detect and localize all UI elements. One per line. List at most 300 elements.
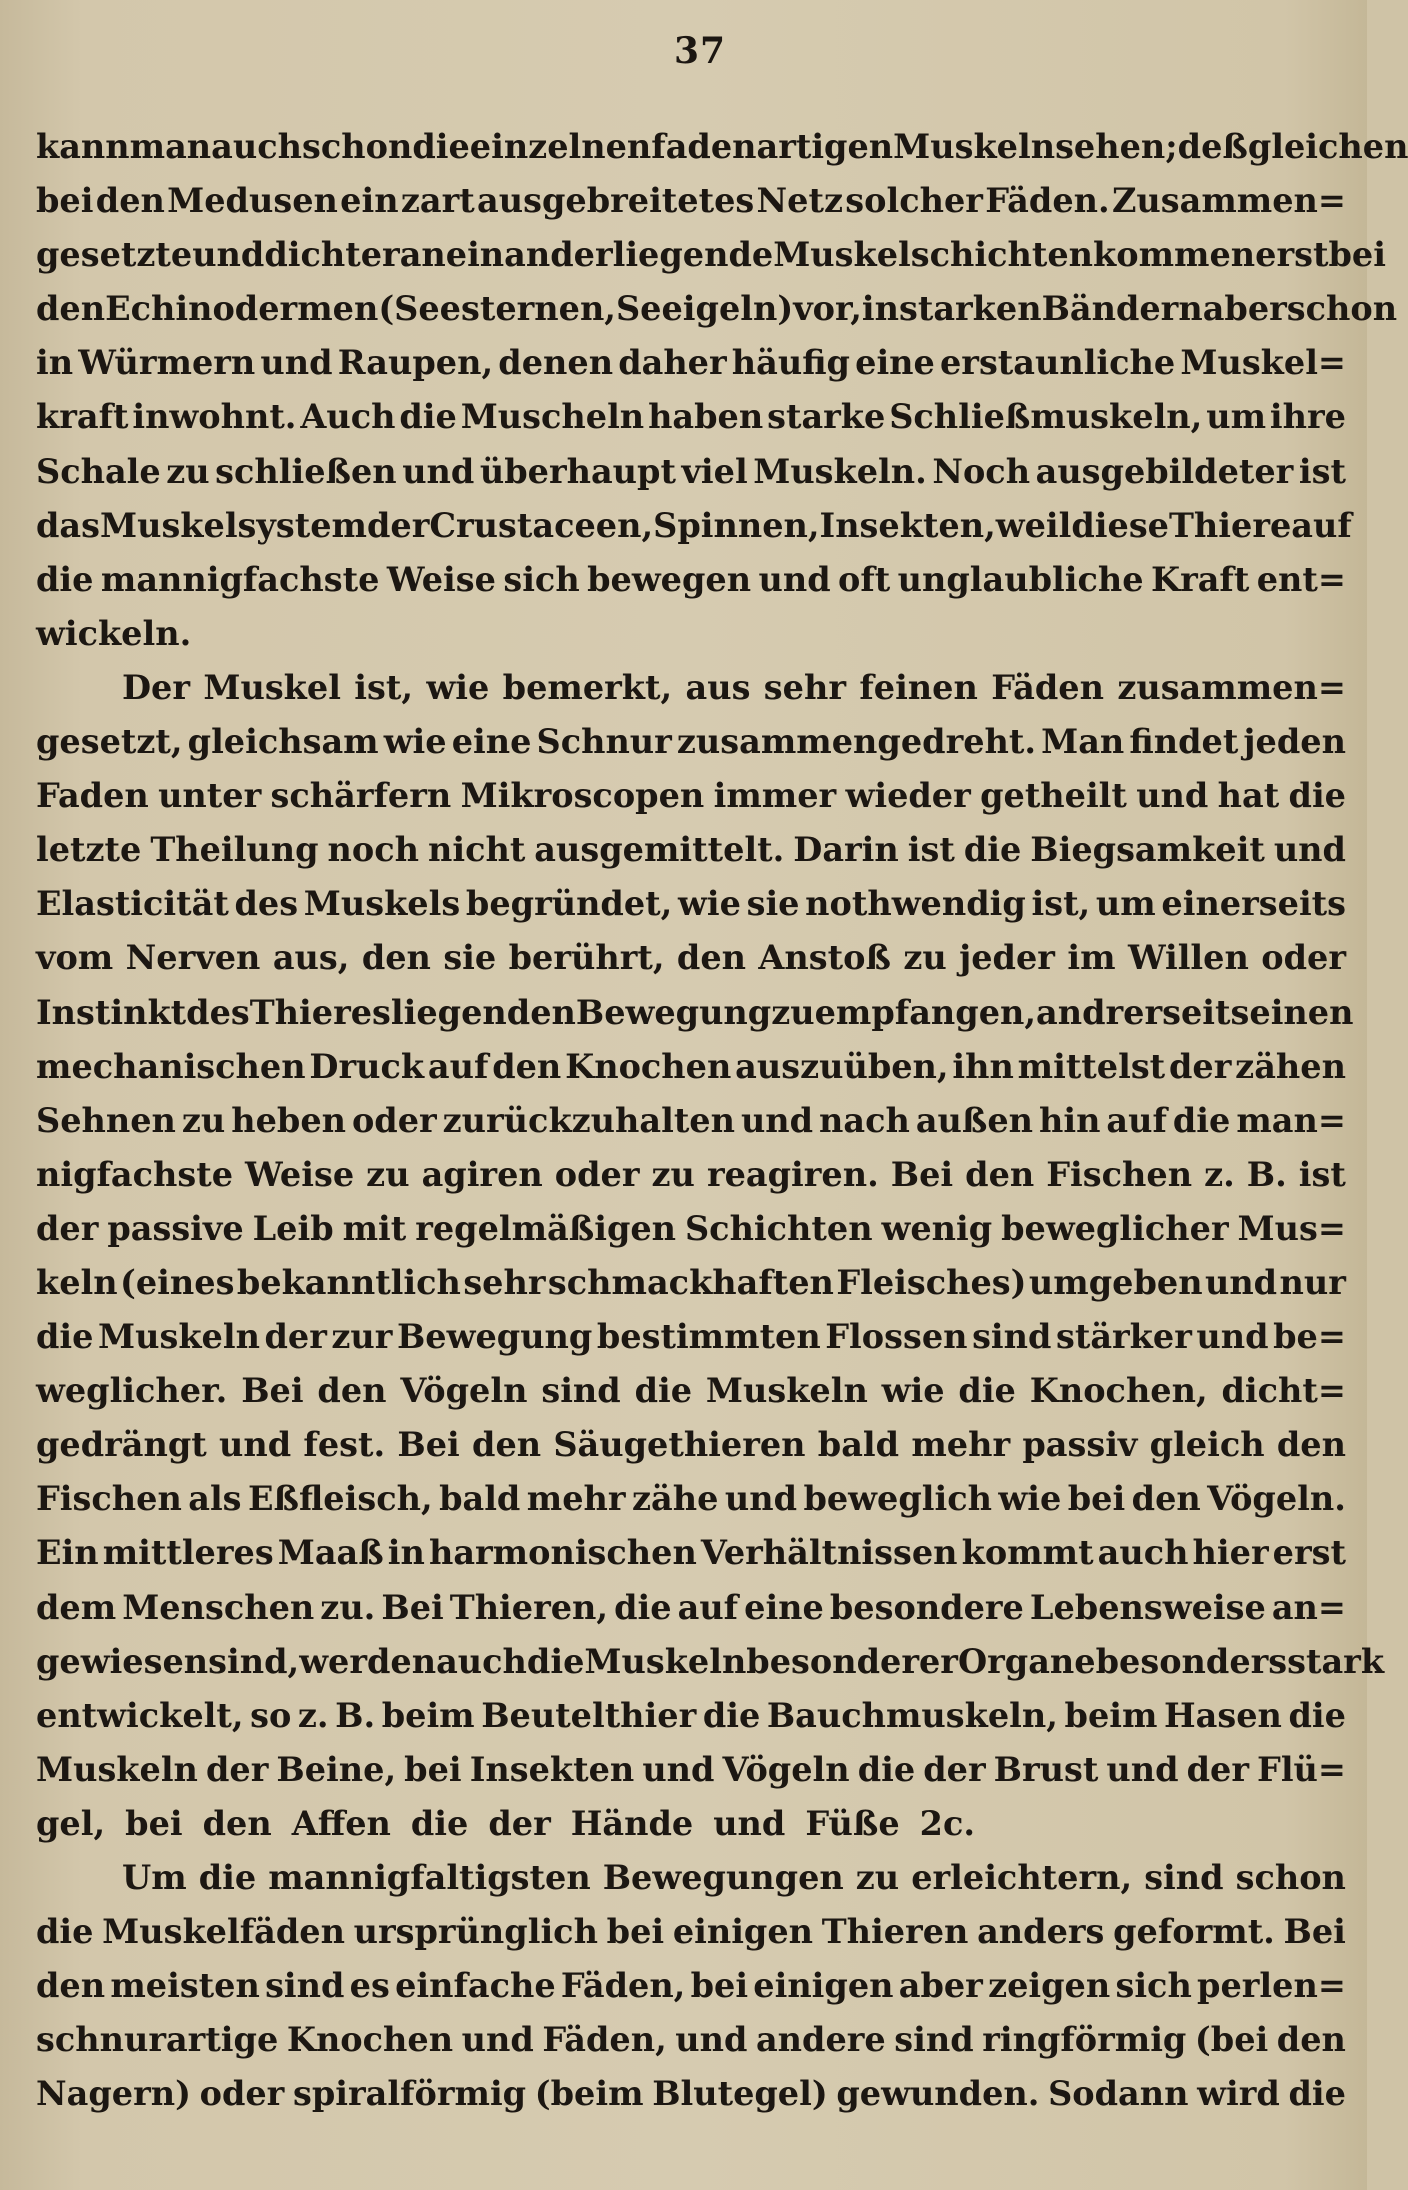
word: die (198, 1858, 257, 1897)
word: Noch (932, 451, 1031, 491)
word: hier (1192, 1533, 1269, 1573)
word: den (361, 938, 431, 978)
word: geformt. (1113, 1912, 1275, 1952)
word: ihn (952, 1046, 1014, 1086)
text-line (36, 1472, 1346, 1526)
word: entwickelt, (36, 1695, 244, 1735)
word: starken (898, 289, 1042, 329)
word: solcher (845, 181, 983, 221)
word: Willen (1127, 938, 1249, 978)
word: Hände (570, 1803, 694, 1843)
word: Theilung (150, 830, 319, 870)
word: auch (211, 127, 302, 166)
word: Füße (805, 1803, 900, 1843)
word: Um (122, 1858, 187, 1897)
text-line (36, 1797, 1346, 1851)
word: den (1276, 1425, 1346, 1465)
word: Muscheln (460, 397, 645, 437)
word: z. (1204, 1154, 1235, 1194)
word: überhaupt (479, 451, 676, 491)
text-line (36, 1905, 1346, 1959)
word: die (1288, 1695, 1346, 1735)
word: die (614, 1587, 672, 1627)
word: begründet, (465, 884, 673, 924)
text-line (36, 445, 1346, 499)
word: die (857, 1749, 916, 1789)
word: viel (681, 451, 748, 491)
word: besondere (829, 1587, 1024, 1627)
word: eine (451, 722, 532, 762)
word: beweglich (803, 1479, 992, 1519)
word: Bei (397, 1425, 460, 1465)
word: Insekten, (819, 505, 996, 545)
word: Schließmuskeln, (889, 397, 1203, 437)
word: inwohnt. (132, 397, 297, 437)
word: Bei (890, 1154, 954, 1194)
word: nur (1279, 1262, 1346, 1302)
word: Beine, (276, 1749, 397, 1789)
word: liegenden (390, 992, 576, 1032)
text-line (36, 1310, 1346, 1364)
word: Bewegung (575, 992, 772, 1032)
word: Sodann (1048, 2074, 1189, 2114)
word: Affen (291, 1803, 391, 1843)
word: ein (340, 181, 399, 221)
word: empfangen, (814, 992, 1037, 1032)
word: gel, (36, 1803, 106, 1843)
word: Thieren (821, 1912, 969, 1952)
word: Muskeln (584, 1641, 747, 1681)
text-line (36, 931, 1346, 985)
word: den (36, 289, 106, 329)
word: bei (690, 1966, 749, 2006)
word: Fäden, (542, 2020, 667, 2060)
word: ausgebildeter (1035, 451, 1294, 491)
word: Fäden (991, 667, 1104, 707)
word: und (461, 2020, 534, 2060)
word: Eßfleisch, (247, 1479, 433, 1519)
word: starke (767, 397, 886, 437)
word: Instinkt (36, 992, 187, 1032)
word: nigfachste (36, 1154, 234, 1194)
word: den (1131, 1479, 1201, 1519)
word: die (1172, 1100, 1231, 1140)
word: die (36, 1912, 94, 1952)
word: hat (1217, 776, 1280, 816)
word: bei (606, 1912, 665, 1952)
word: der (264, 1317, 327, 1357)
word: Muskeln (705, 1371, 868, 1411)
word: und (758, 559, 831, 599)
word: gleich (1149, 1425, 1265, 1465)
word: der (1168, 1046, 1232, 1086)
word: der (205, 1749, 269, 1789)
word: an= (1271, 1587, 1346, 1627)
word: bei (36, 181, 94, 221)
word: den (492, 1046, 562, 1086)
text-line (36, 1202, 1346, 1256)
word: (beim (534, 2074, 644, 2114)
word: häufig (731, 343, 850, 383)
word: man= (1236, 1100, 1346, 1140)
word: zusammengedreht. (676, 722, 1037, 762)
word: Bewegungen (602, 1858, 844, 1897)
word: so (250, 1695, 292, 1735)
word: perlen= (1197, 1966, 1346, 2006)
text-line (36, 986, 1354, 1040)
word: andrerseits (1036, 992, 1250, 1032)
word: Muskels (303, 884, 461, 924)
word: den (317, 1371, 387, 1411)
word: bei (125, 1803, 183, 1843)
text-line (36, 174, 1346, 228)
word: ist (907, 830, 955, 870)
word: Vögeln (722, 1749, 850, 1789)
word: ist, (354, 667, 414, 707)
word: Biegsamkeit (1030, 830, 1265, 870)
word: aber (1202, 289, 1287, 329)
text-line (36, 1526, 1346, 1580)
word: (eines (120, 1262, 235, 1302)
word: B. (335, 1695, 376, 1735)
word: das (36, 505, 100, 545)
word: schon (301, 127, 413, 166)
word: und (1106, 1749, 1179, 1789)
word: sind, (208, 1641, 300, 1681)
word: Vögeln. (1207, 1479, 1346, 1519)
word: mit (342, 1208, 407, 1248)
word: und (1204, 1262, 1278, 1302)
text-line (36, 390, 1346, 444)
word: bald (817, 1425, 900, 1465)
word: jeder (959, 938, 1055, 978)
word: der (366, 505, 430, 545)
word: und (713, 1803, 786, 1843)
word: Netz (756, 181, 843, 221)
word: unter (158, 776, 262, 816)
word: bemerkt, (502, 667, 673, 707)
text-line (36, 823, 1346, 877)
word: sind (972, 1317, 1052, 1357)
word: auf (427, 1046, 489, 1086)
word: vom (36, 938, 114, 978)
word: zu (651, 1154, 695, 1194)
word: den (36, 1966, 106, 2006)
word: Brust (993, 1749, 1099, 1789)
word: Medusen (167, 181, 338, 221)
word: beim (381, 1695, 475, 1735)
word: daher (618, 343, 727, 383)
word: gedrängt (36, 1425, 207, 1465)
word: 2c. (919, 1803, 976, 1843)
word: Faden (36, 776, 149, 816)
word: nicht (427, 830, 526, 870)
word: mehr (911, 1425, 1011, 1465)
word: umgeben (1028, 1262, 1203, 1302)
word: passive (107, 1208, 244, 1248)
word: ist (1298, 451, 1346, 491)
word: zu (366, 1154, 410, 1194)
word: erleichtern, (911, 1858, 1133, 1897)
word: Kraft (1150, 559, 1250, 599)
word: aber (898, 1966, 983, 2006)
word: Zusammen= (1111, 181, 1346, 221)
word: weglicher. (36, 1371, 228, 1411)
word: Fäden, (560, 1966, 686, 2006)
word: vor, (793, 289, 862, 329)
word: Bauchmuskeln, (766, 1695, 1058, 1735)
word: schon (1286, 289, 1398, 329)
word: bald (439, 1479, 521, 1519)
word: Schichten (684, 1208, 873, 1248)
word: Bewegung (396, 1317, 593, 1357)
word: Menschen (122, 1587, 315, 1627)
word: regelmäßigen (415, 1208, 677, 1248)
word: keln (36, 1262, 118, 1302)
word: den (1276, 2020, 1346, 2060)
word: die (526, 1641, 585, 1681)
text-line (36, 715, 1346, 769)
word: sehr (463, 1262, 546, 1302)
word: sind (265, 1966, 345, 2006)
word: Echinodermen (105, 289, 379, 329)
text-line (36, 1635, 1385, 1689)
word: einfache (395, 1966, 556, 2006)
word: Muskeln (893, 127, 1056, 166)
word: bekanntlich (236, 1262, 461, 1302)
word: und (1196, 1317, 1269, 1357)
word: mannigfachste (100, 559, 380, 599)
word: wie (383, 722, 447, 762)
word: ihre (1269, 397, 1346, 437)
word: in (861, 289, 899, 329)
text-line (36, 1743, 1346, 1797)
word: Beutelthier (481, 1695, 697, 1735)
word: oder (199, 2074, 285, 2114)
word: Darin (793, 830, 899, 870)
word: immer (713, 776, 837, 816)
word: fest. (303, 1425, 386, 1465)
word: Knochen, (1029, 1371, 1208, 1411)
word: Muskelsystem (100, 505, 367, 545)
word: schließen (215, 451, 397, 491)
word: sind (541, 1371, 621, 1411)
word: Vögeln (400, 1371, 528, 1411)
word: Anstoß (758, 938, 891, 978)
word: der (1186, 1749, 1249, 1789)
word: besonderer (746, 1641, 958, 1681)
word: ringförmig (982, 2020, 1187, 2060)
word: deßgleichen (1177, 127, 1408, 166)
word: der (36, 1208, 99, 1248)
word: bewegen (587, 559, 752, 599)
word: ist, (1031, 884, 1091, 924)
word: werden (299, 1641, 437, 1681)
word: zusammen= (1117, 667, 1346, 707)
word: wie (998, 1479, 1062, 1519)
word: oder (554, 1154, 640, 1194)
word: den (95, 181, 165, 221)
word: dicht= (1221, 1371, 1346, 1411)
word: auf (1106, 1100, 1167, 1140)
word: Fleisches) (836, 1262, 1027, 1302)
word: Raupen, (337, 343, 494, 383)
word: wie (678, 884, 741, 924)
word: der (923, 1749, 986, 1789)
word: und (192, 235, 265, 275)
word: B. (1246, 1154, 1287, 1194)
word: Crustaceen, (429, 505, 654, 545)
word: Flossen (825, 1317, 968, 1357)
text-line (36, 661, 1346, 715)
word: in (36, 343, 74, 383)
word: diese (1071, 505, 1169, 545)
text-line (36, 499, 1352, 553)
word: die (963, 830, 1022, 870)
word: Mus= (1237, 1208, 1346, 1248)
word: noch (327, 830, 419, 870)
word: den (676, 938, 747, 978)
word: ursprünglich (353, 1912, 598, 1952)
page-number: 37 (673, 30, 727, 72)
word: gleichsam (187, 722, 379, 762)
word: den (472, 1425, 542, 1465)
word: Verhältnissen (700, 1533, 958, 1573)
word: ausgebreitetes (477, 181, 755, 221)
word: Auch (300, 397, 396, 437)
word: Spinnen, (653, 505, 820, 545)
word: Sehnen (36, 1100, 176, 1140)
word: stark (1287, 1641, 1385, 1681)
word: einigen (672, 1912, 814, 1952)
word: wenig (881, 1208, 993, 1248)
word: einerseits (1161, 884, 1346, 924)
word: oder (1261, 938, 1346, 978)
word: Nerven (125, 938, 261, 978)
word: ausgemittelt. (534, 830, 785, 870)
text-line (36, 1040, 1346, 1094)
word: mechanischen (36, 1046, 306, 1086)
word: erst (1255, 235, 1329, 275)
word: aus, (272, 938, 350, 978)
word: nothwendig (805, 884, 1026, 924)
word: z. (297, 1695, 329, 1735)
word: Der (122, 667, 191, 707)
text-line (36, 1851, 1346, 1905)
word: Weise (386, 559, 496, 599)
word: wieder (845, 776, 971, 816)
word: um (1206, 397, 1267, 437)
word: gesetzte (36, 235, 193, 275)
word: anders (977, 1912, 1105, 1952)
word: der (488, 1803, 551, 1843)
word: die (36, 1317, 94, 1357)
word: Ein (36, 1533, 99, 1573)
word: die (634, 1371, 693, 1411)
word: an (399, 235, 446, 275)
word: nach (819, 1100, 910, 1140)
text-line (36, 282, 1398, 336)
word: Seeigeln) (615, 289, 794, 329)
word: Muskeln. (753, 451, 927, 491)
word: auf (677, 1587, 739, 1627)
word: im (1067, 938, 1116, 978)
word: und (1136, 776, 1209, 816)
word: Thieren, (449, 1587, 609, 1627)
word: Lebensweise (1029, 1587, 1266, 1627)
word: wird (1197, 2074, 1280, 2114)
word: einander (445, 235, 613, 275)
word: und (740, 1100, 814, 1140)
word: Schnur (536, 722, 672, 762)
word: dichter (264, 235, 400, 275)
word: Würmern (78, 343, 256, 383)
word: bei (1067, 1479, 1126, 1519)
word: kann (36, 127, 130, 166)
word: zähen (1235, 1046, 1346, 1086)
word: Muskelschichten (773, 235, 1094, 275)
text-line (36, 1418, 1346, 1472)
word: zu (855, 1858, 900, 1897)
word: zurückzuhalten (442, 1100, 735, 1140)
word: Blutegel) (652, 2074, 828, 2114)
word: hin (1039, 1100, 1101, 1140)
word: heben (231, 1100, 346, 1140)
word: bestimmten (596, 1317, 821, 1357)
word: und (219, 1425, 292, 1465)
text-line (36, 1364, 1346, 1418)
text-line (36, 1256, 1346, 1310)
word: letzte (36, 830, 142, 870)
word: kommt (961, 1533, 1094, 1573)
word: und (1273, 830, 1346, 870)
word: reagiren. (706, 1154, 879, 1194)
word: ent= (1256, 559, 1346, 599)
word: auch (436, 1641, 527, 1681)
word: einigen (753, 1966, 894, 2006)
word: bei (404, 1749, 462, 1789)
word: Bei (381, 1587, 444, 1627)
word: sind (1144, 1858, 1224, 1897)
word: liegende (612, 235, 774, 275)
word: getheilt (980, 776, 1127, 816)
word: und (642, 1749, 715, 1789)
body-text (36, 120, 1408, 2121)
word: zu (771, 992, 815, 1032)
word: jeden (1243, 722, 1346, 762)
word: schärfern (270, 776, 452, 816)
word: meisten (110, 1966, 260, 2006)
word: dem (36, 1587, 117, 1627)
word: gesetzt, (36, 722, 183, 762)
word: zu (166, 451, 210, 491)
word: auszuüben, (735, 1046, 949, 1086)
word: die (1288, 2074, 1346, 2114)
word: Druck (309, 1046, 425, 1086)
word: zart (400, 181, 475, 221)
word: die (399, 397, 457, 437)
word: beim (1064, 1695, 1158, 1735)
word: schon (1235, 1858, 1346, 1897)
word: schmackhaften (547, 1262, 834, 1302)
word: zu (181, 1100, 226, 1140)
word: sie (746, 884, 800, 924)
word: findet (1129, 722, 1239, 762)
word: Fischen (1046, 1154, 1193, 1194)
word: es (349, 1966, 390, 2006)
word: eine (855, 343, 935, 383)
word: als (188, 1479, 242, 1519)
